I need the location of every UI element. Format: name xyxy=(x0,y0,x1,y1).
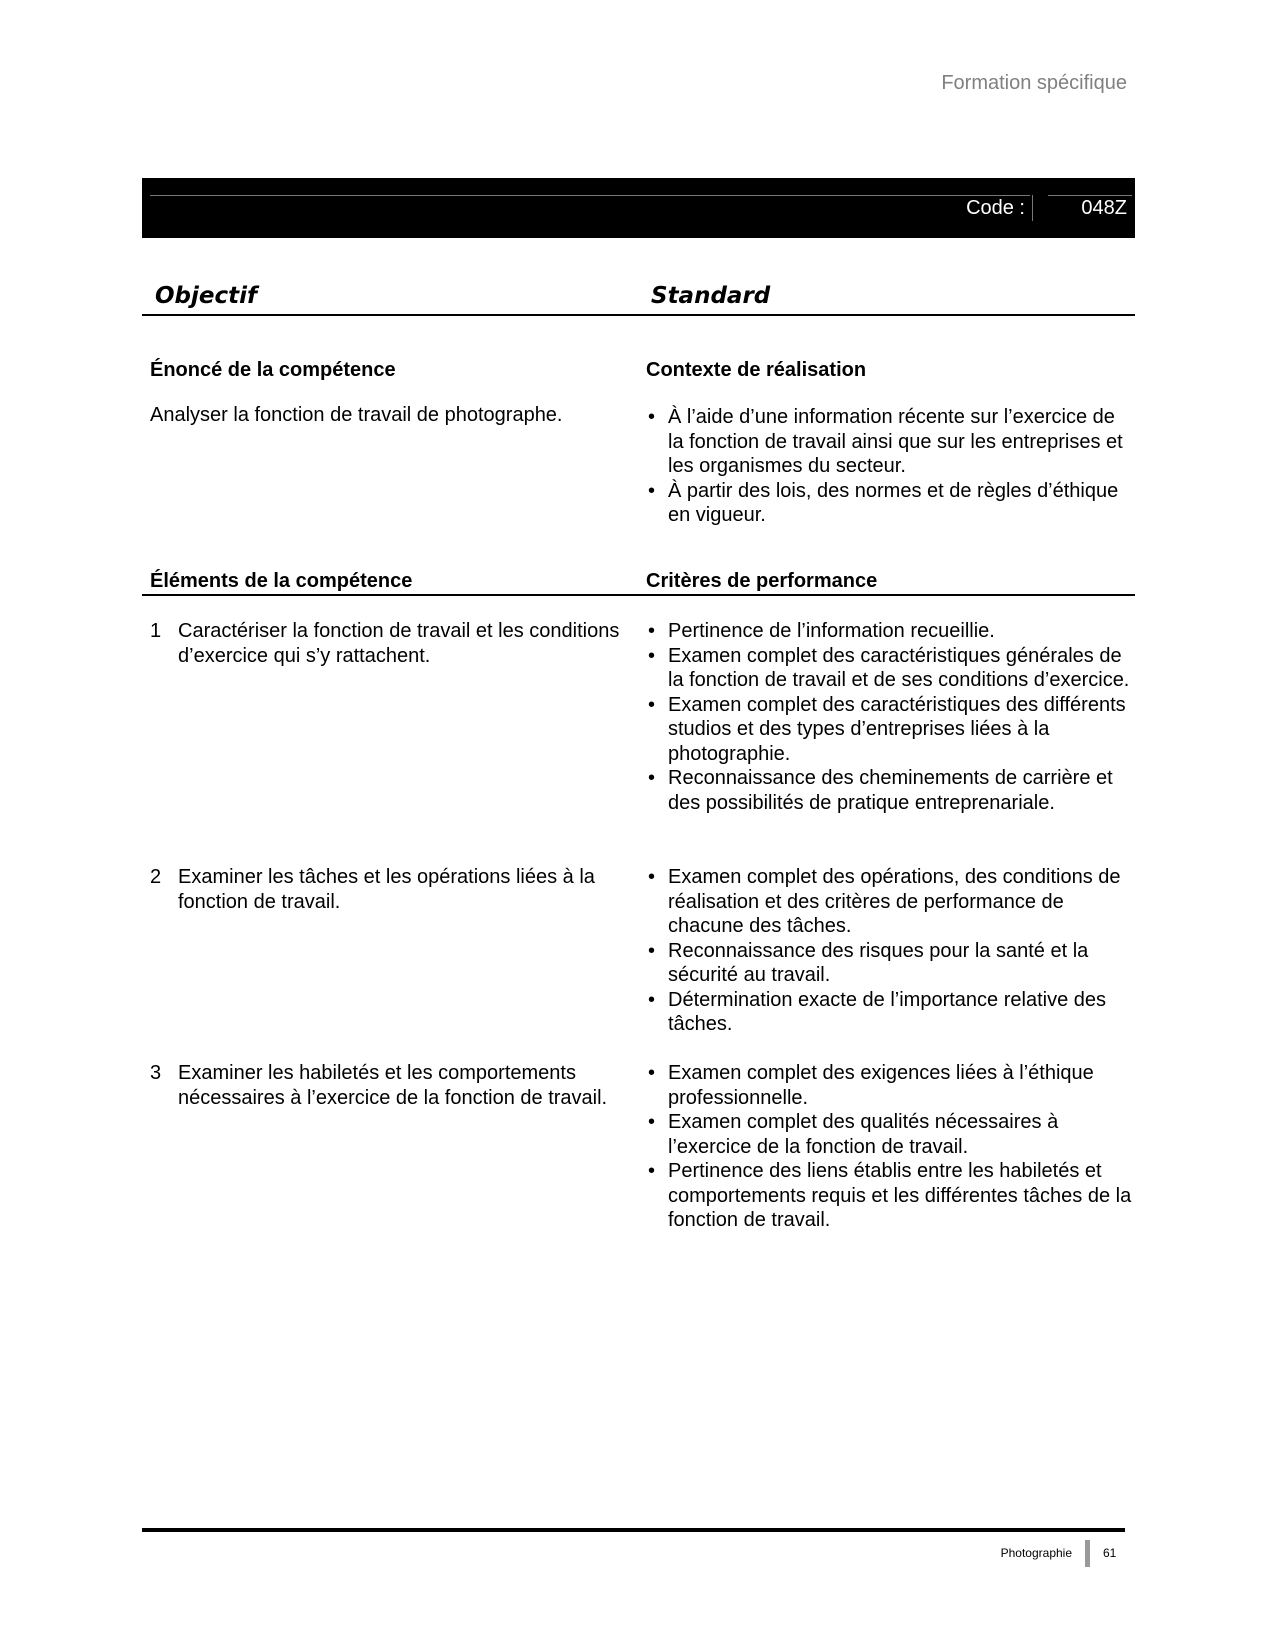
enonce-title: Énoncé de la compétence xyxy=(150,359,396,381)
banner-rule xyxy=(150,195,1030,196)
heading-rule xyxy=(142,314,1135,316)
list-item: • Pertinence des liens établis entre les habiletés et comportements requis et les différentes tâches de la fonction de travail. xyxy=(646,1159,1136,1233)
list-item: • Examen complet des exigences liées à l’éthique professionnelle. xyxy=(646,1061,1136,1110)
banner-separator xyxy=(1032,195,1033,221)
element-text: Caractériser la fonction de travail et les conditions d’exercice qui s’y rattachent. xyxy=(178,620,620,667)
contexte-title: Contexte de réalisation xyxy=(646,359,867,381)
element-text: Examiner les tâches et les opérations liées à la fonction de travail. xyxy=(178,866,595,913)
list-item: • Examen complet des caractéristiques générales de la fonction de travail et de ses conditions d’exercice. xyxy=(646,644,1136,693)
criteria-list-1 xyxy=(646,619,1136,815)
criteres-title: Critères de performance xyxy=(646,570,878,592)
element-number: 1 xyxy=(150,620,162,642)
footer-rule xyxy=(142,1528,1125,1532)
list-item: • À partir des lois, des normes et de règles d’éthique en vigueur. xyxy=(646,479,1136,528)
list-item: • Examen complet des opérations, des conditions de réalisation et des critères de performance de chacune des tâches. xyxy=(646,865,1136,939)
footer-separator xyxy=(1085,1540,1090,1567)
contexte-list xyxy=(646,405,1136,528)
enonce-text: Analyser la fonction de travail de photographe. xyxy=(150,404,563,426)
footer-program: Photographie xyxy=(1000,1546,1072,1560)
banner-rule xyxy=(1048,195,1132,196)
list-item: • Examen complet des caractéristiques des différents studios et des types d’entreprises liées à la photographie. xyxy=(646,693,1136,767)
list-item: • Reconnaissance des cheminements de carrière et des possibilités de pratique entreprenariale. xyxy=(646,766,1136,815)
list-item: • À l’aide d’une information récente sur l’exercice de la fonction de travail ainsi que sur les entreprises et les organismes du secteur. xyxy=(646,405,1136,479)
code-value: 048Z xyxy=(1081,197,1127,219)
section-rule xyxy=(142,594,1135,596)
elements-title: Éléments de la compétence xyxy=(150,570,413,592)
objectif-heading: Objectif xyxy=(155,283,258,309)
list-item: • Examen complet des qualités nécessaires à l’exercice de la fonction de travail. xyxy=(646,1110,1136,1159)
code-label: Code : xyxy=(966,197,1025,219)
list-item: • Pertinence de l’information recueillie. xyxy=(646,619,1136,644)
element-number: 2 xyxy=(150,866,162,888)
element-3 xyxy=(150,1061,640,1110)
element-1 xyxy=(150,619,630,668)
element-2 xyxy=(150,865,630,914)
element-text: Examiner les habiletés et les comportements nécessaires à l’exercice de la fonction de travail. xyxy=(178,1062,608,1109)
page-number: 61 xyxy=(1103,1546,1117,1560)
criteria-list-3 xyxy=(646,1061,1136,1233)
running-header: Formation spécifique xyxy=(941,72,1127,94)
standard-heading: Standard xyxy=(651,283,771,309)
list-item: • Détermination exacte de l’importance relative des tâches. xyxy=(646,988,1136,1037)
criteria-list-2 xyxy=(646,865,1136,1037)
element-number: 3 xyxy=(150,1062,162,1084)
code-banner xyxy=(142,178,1135,238)
list-item: • Reconnaissance des risques pour la santé et la sécurité au travail. xyxy=(646,939,1136,988)
